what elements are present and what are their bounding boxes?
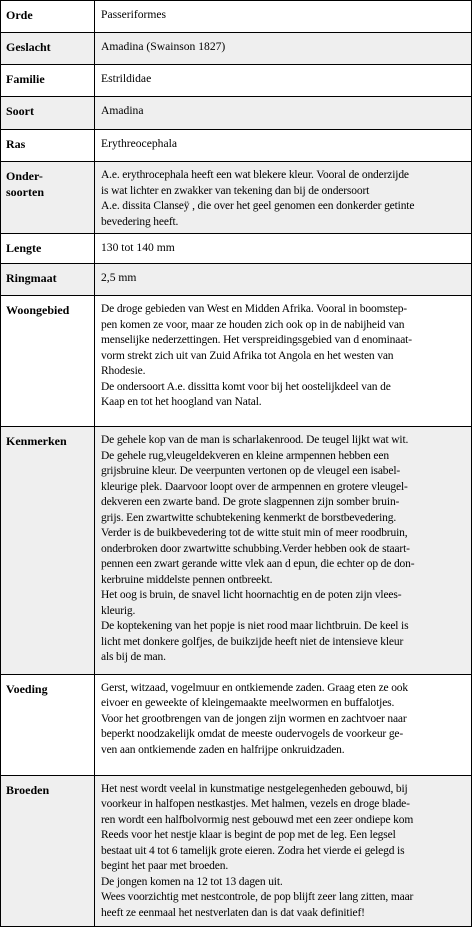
row-voeding — [1, 674, 472, 775]
label-lengte: Lengte — [1, 234, 95, 264]
row-ras — [1, 130, 472, 162]
row-orde — [1, 1, 472, 33]
row-kenmerken — [1, 427, 472, 674]
label-familie: Familie — [1, 65, 95, 97]
label-voeding: Voeding — [1, 674, 95, 775]
label-ras: Ras — [1, 130, 95, 162]
value-kenmerken: De gehele kop van de man is scharlakenrood. De teugel lijkt wat wit. De gehele rug,vleugeldekveren en kleine armpennen hebben een grijsbruine kleur. De veerpunten vertonen op de vleugel een isabel- kleurige plek. Daarvoor loopt over de armpennen en grotere vleugel- dekveren een zwarte band. De grote slagpennen zijn somber bruin- grijs. Een zwartwitte schubtekening kenmerkt de borstbevedering. Verder is de buikbevedering tot de witte stuit min of meer roodbruin, onderbroken door zwartwitte schubbing.Verder hebben ook de staart- pennen een zwart gerande witte vlek aan d epun, die echter op de don- kerbruine middelste pennen ontbreekt. Het oog is bruin, de snavel licht hoornachtig en de poten zijn vlees- kleurig. De koptekening van het popje is niet rood maar lichtbruin. De keel is licht met donkere golfjes, de buikzijde heeft niet de intensieve kleur als bij de man. — [95, 427, 472, 674]
value-familie: Estrildidae — [95, 65, 472, 97]
value-geslacht: Amadina (Swainson 1827) — [95, 33, 472, 65]
label-woongebied: Woongebied — [1, 296, 95, 427]
row-soort — [1, 97, 472, 130]
row-woongebied — [1, 296, 472, 427]
value-broeden: Het nest wordt veelal in kunstmatige nestgelegenheden gebouwd, bij voorkeur in halfopen nestkastjes. Met halmen, vezels en droge blade- ren wordt een halfbolvormig nest gebouwd met een zeer ondiepe kom Reeds voor het nestje klaar is begint de pop met de leg. Een legsel bestaat uit 4 tot 6 tamelijk grote eieren. Zodra het vierde ei gelegd is begint het paar met broeden. De jongen komen na 12 tot 13 dagen uit. Wees voorzichtig met nestcontrole, de pop blijft zeer lang zitten, maar heeft ze eenmaal het nestverlaten dan is dat vaak definitief! — [95, 775, 472, 926]
label-geslacht: Geslacht — [1, 33, 95, 65]
label-kenmerken: Kenmerken — [1, 427, 95, 674]
row-familie — [1, 65, 472, 97]
label-orde: Orde — [1, 1, 95, 33]
value-orde: Passeriformes — [95, 1, 472, 33]
row-broeden — [1, 775, 472, 926]
value-ras: Erythreocephala — [95, 130, 472, 162]
value-ringmaat: 2,5 mm — [95, 264, 472, 296]
row-geslacht — [1, 33, 472, 65]
row-ondersoorten — [1, 162, 472, 234]
value-ondersoorten: A.e. erythrocephala heeft een wat blekere kleur. Vooral de onderzijde is wat lichter en zwakker van tekening dan bij de ondersoort A.e. dissita Clanseÿ , die over het geel genomen een donkerder getinte bevedering heeft. — [95, 162, 472, 234]
value-voeding: Gerst, witzaad, vogelmuur en ontkiemende zaden. Graag eten ze ook eivoer en geweekte of kleingemaakte meelwormen en buffalotjes. Voor het grootbrengen van de jongen zijn wormen en zachtvoer naar beperkt noodzakelijk omdat de meeste oudervogels de voorkeur ge- ven aan ontkiemende zaden en halfrijpe onkruidzaden. — [95, 674, 472, 775]
value-soort: Amadina — [95, 97, 472, 130]
label-soort: Soort — [1, 97, 95, 130]
label-ondersoorten: Onder- soorten — [1, 162, 95, 234]
value-woongebied: De droge gebieden van West en Midden Afrika. Vooral in boomstep- pen komen ze voor, maar ze houden zich ook op in de nabijheid van menselijke nederzettingen. Het verspreidingsgebied van d enominaat- vorm strekt zich uit van Zuid Afrika tot Angola en het westen van Rhodesie. De ondersoort A.e. dissitta komt voor bij het oostelijkdeel van de Kaap en tot het hoogland van Natal. — [95, 296, 472, 427]
value-lengte: 130 tot 140 mm — [95, 234, 472, 264]
label-ringmaat: Ringmaat — [1, 264, 95, 296]
label-broeden: Broeden — [1, 775, 95, 926]
row-lengte — [1, 234, 472, 264]
row-ringmaat — [1, 264, 472, 296]
